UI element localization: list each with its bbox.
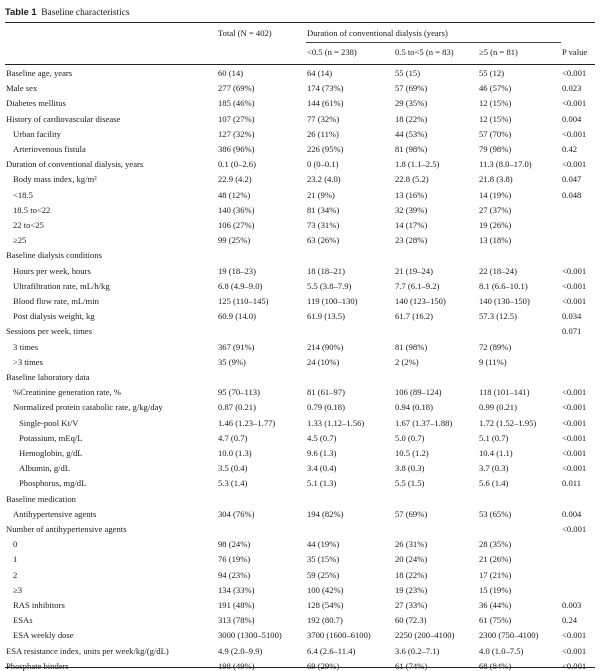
cell-mid: 81 (98%) <box>395 341 428 352</box>
cell-lt05: 35 (15%) <box>307 554 340 565</box>
cell-ge5: 27 (37%) <box>479 204 512 215</box>
cell-lt05: 6.4 (2.6–11.4) <box>307 645 356 656</box>
cell-lt05: 9.6 (1.3) <box>307 448 337 458</box>
row-label: ESA resistance index, units per week/kg/(g/dL) <box>6 645 169 656</box>
cell-mid: 29 (35%) <box>395 98 428 109</box>
row-label: 1 <box>13 554 18 565</box>
row-label: 22 to<25 <box>13 220 44 230</box>
cell-ge5: 3.7 (0.3) <box>479 463 509 474</box>
cell-mid: 20 (24%) <box>395 554 428 565</box>
cell-total: 0.1 (0–2.6) <box>218 159 256 170</box>
cell-mid: 1.67 (1.37–1.88) <box>395 417 453 428</box>
cell-ge5: 53 (65%) <box>479 508 512 519</box>
cell-pvalue: 0.003 <box>562 600 582 610</box>
cell-total: 106 (27%) <box>218 220 255 230</box>
cell-ge5: 57.3 (12.5) <box>479 311 517 322</box>
cell-pvalue: <0.001 <box>562 630 587 641</box>
cell-pvalue: <0.001 <box>562 280 587 291</box>
cell-pvalue: <0.001 <box>562 660 587 671</box>
row-label: ESAs <box>13 615 33 626</box>
cell-total: 313 (78%) <box>218 615 255 626</box>
cell-total: 22.9 (4.2) <box>218 174 252 185</box>
cell-mid: 7.7 (6.1–9.2) <box>395 280 440 291</box>
cell-lt05: 3700 (1600–6100) <box>307 630 371 641</box>
cell-ge5: 19 (26%) <box>479 220 512 230</box>
cell-mid: 106 (89–124) <box>395 387 442 398</box>
cell-total: 10.0 (1.3) <box>218 448 252 458</box>
cell-lt05: 100 (42%) <box>307 584 344 595</box>
cell-mid: 57 (69%) <box>395 83 428 94</box>
cell-lt05: 128 (54%) <box>307 600 344 610</box>
cell-ge5: 55 (12) <box>479 68 505 78</box>
cell-mid: 44 (53%) <box>395 128 428 139</box>
cell-lt05: 21 (9%) <box>307 189 335 200</box>
header-duration-group: Duration of conventional dialysis (years) <box>307 28 448 38</box>
table-title: Baseline characteristics <box>41 8 130 18</box>
cell-ge5: 10.4 (1.1) <box>479 448 513 458</box>
row-label: Potassium, mEq/L <box>19 432 83 443</box>
row-label: Sessions per week, times <box>6 326 92 337</box>
row-label: Hemoglobin, g/dL <box>19 448 83 458</box>
row-label: Body mass index, kg/m² <box>13 174 97 185</box>
cell-mid: 55 (15) <box>395 68 421 78</box>
cell-lt05: 73 (31%) <box>307 220 340 230</box>
header-ge5: ≥5 (n = 81) <box>479 47 518 57</box>
cell-lt05: 69 (29%) <box>307 660 340 671</box>
header-lt05: <0.5 (n = 238) <box>307 47 357 57</box>
cell-ge5: 46 (57%) <box>479 83 512 94</box>
bottom-rule <box>5 667 595 668</box>
cell-ge5: 12 (15%) <box>479 98 512 109</box>
cell-mid: 18 (22%) <box>395 569 428 580</box>
cell-mid: 26 (31%) <box>395 539 428 550</box>
cell-ge5: 15 (19%) <box>479 584 512 595</box>
cell-mid: 13 (16%) <box>395 189 428 200</box>
row-label: Male sex <box>6 83 38 94</box>
cell-total: 0.87 (0.21) <box>218 402 256 413</box>
cell-mid: 2 (2%) <box>395 356 419 367</box>
cell-mid: 23 (28%) <box>395 235 428 246</box>
table-caption <box>5 6 130 18</box>
row-label: 3 times <box>13 341 39 352</box>
row-label: >3 times <box>13 356 43 367</box>
cell-mid: 3.8 (0.3) <box>395 463 425 474</box>
cell-lt05: 144 (61%) <box>307 98 344 109</box>
row-label: Blood flow rate, mL/min <box>13 296 99 306</box>
cell-total: 60.9 (14.0) <box>218 311 256 322</box>
row-label: Baseline dialysis conditions <box>6 250 102 261</box>
cell-ge5: 11.3 (8.0–17.0) <box>479 159 532 170</box>
cell-total: 185 (46%) <box>218 98 255 109</box>
cell-lt05: 77 (32%) <box>307 113 340 124</box>
cell-pvalue: <0.001 <box>562 524 587 534</box>
cell-pvalue: 0.023 <box>562 83 582 94</box>
row-label: Phosphate binders <box>6 660 69 671</box>
cell-ge5: 21.8 (3.8) <box>479 174 513 185</box>
cell-pvalue: <0.001 <box>562 645 587 656</box>
cell-pvalue: <0.001 <box>562 432 587 443</box>
cell-total: 134 (33%) <box>218 584 255 595</box>
cell-ge5: 1.72 (1.52–1.95) <box>479 417 537 428</box>
header-pvalue: P value <box>562 47 588 57</box>
cell-lt05: 61.9 (13.5) <box>307 311 345 322</box>
cell-ge5: 79 (98%) <box>479 144 512 154</box>
row-label: Arteriovenous fistula <box>13 144 86 154</box>
cell-pvalue: <0.001 <box>562 68 587 78</box>
cell-ge5: 4.0 (1.0–7.5) <box>479 645 524 656</box>
cell-lt05: 5.1 (1.3) <box>307 478 337 489</box>
cell-lt05: 81 (61–97) <box>307 387 345 398</box>
cell-mid: 5.5 (1.5) <box>395 478 425 489</box>
cell-ge5: 12 (15%) <box>479 113 512 124</box>
cell-total: 125 (110–145) <box>218 296 269 306</box>
row-label: Number of antihypertensive agents <box>6 524 127 534</box>
row-label: Urban facility <box>13 128 61 139</box>
cell-total: 48 (12%) <box>218 189 251 200</box>
cell-ge5: 13 (18%) <box>479 235 512 246</box>
cell-total: 3000 (1300–5100) <box>218 630 282 641</box>
row-label: ESA weekly dose <box>13 630 74 641</box>
cell-mid: 61.7 (16.2) <box>395 311 433 322</box>
table-label: Table 1 <box>5 6 37 17</box>
row-label: Albumin, g/dL <box>19 463 71 474</box>
cell-ge5: 22 (18–24) <box>479 265 517 276</box>
cell-mid: 14 (17%) <box>395 220 428 230</box>
cell-total: 3.5 (0.4) <box>218 463 248 474</box>
row-label: History of cardiovascular disease <box>6 113 121 124</box>
cell-ge5: 5.6 (1.4) <box>479 478 509 489</box>
cell-lt05: 64 (14) <box>307 68 333 78</box>
cell-total: 191 (48%) <box>218 600 255 610</box>
cell-lt05: 4.5 (0.7) <box>307 432 337 443</box>
cell-mid: 19 (23%) <box>395 584 428 595</box>
cell-ge5: 36 (44%) <box>479 600 512 610</box>
row-label: Baseline age, years <box>6 68 73 78</box>
header-bottom-rule <box>5 64 595 65</box>
cell-lt05: 26 (11%) <box>307 128 339 139</box>
row-label: Post dialysis weight, kg <box>13 311 95 322</box>
cell-mid: 140 (123–150) <box>395 296 446 306</box>
cell-mid: 10.5 (1.2) <box>395 448 429 458</box>
cell-ge5: 140 (130–150) <box>479 296 530 306</box>
row-label: ≥25 <box>13 235 27 246</box>
cell-total: 35 (9%) <box>218 356 246 367</box>
cell-lt05: 214 (90%) <box>307 341 344 352</box>
cell-pvalue: <0.001 <box>562 128 587 139</box>
cell-ge5: 5.1 (0.7) <box>479 432 509 443</box>
header-subrule <box>306 42 561 43</box>
cell-mid: 18 (22%) <box>395 113 428 124</box>
cell-ge5: 8.1 (6.6–10.1) <box>479 280 528 291</box>
cell-total: 19 (18–23) <box>218 265 256 276</box>
cell-pvalue: <0.001 <box>562 98 587 109</box>
cell-mid: 57 (69%) <box>395 508 428 519</box>
cell-lt05: 192 (80.7) <box>307 615 343 626</box>
cell-ge5: 21 (26%) <box>479 554 512 565</box>
cell-total: 198 (49%) <box>218 660 255 671</box>
row-label: 2 <box>13 569 18 580</box>
cell-total: 6.8 (4.9–9.0) <box>218 280 263 291</box>
row-label: Single-pool Kt/V <box>19 417 79 428</box>
cell-ge5: 9 (11%) <box>479 356 507 367</box>
cell-lt05: 63 (26%) <box>307 235 340 246</box>
cell-pvalue: <0.001 <box>562 463 587 474</box>
cell-mid: 21 (19–24) <box>395 265 433 276</box>
cell-mid: 1.8 (1.1–2.5) <box>395 159 440 170</box>
cell-pvalue: 0.24 <box>562 615 578 626</box>
cell-pvalue: 0.42 <box>562 144 578 154</box>
cell-mid: 0.94 (0.18) <box>395 402 433 413</box>
top-rule <box>5 22 595 23</box>
cell-total: 107 (27%) <box>218 113 255 124</box>
row-label: %Creatinine generation rate, % <box>13 387 121 398</box>
row-label: 0 <box>13 539 18 550</box>
row-label: 18.5 to<22 <box>13 204 51 215</box>
cell-pvalue: <0.001 <box>562 402 587 413</box>
cell-mid: 5.0 (0.7) <box>395 432 425 443</box>
cell-lt05: 226 (95%) <box>307 144 344 154</box>
cell-lt05: 0.79 (0.18) <box>307 402 345 413</box>
cell-total: 277 (69%) <box>218 83 255 94</box>
cell-pvalue: 0.071 <box>562 326 582 337</box>
cell-total: 304 (76%) <box>218 508 255 519</box>
header-mid: 0.5 to<5 (n = 83) <box>395 47 454 57</box>
cell-pvalue: 0.004 <box>562 508 582 519</box>
cell-total: 5.3 (1.4) <box>218 478 248 489</box>
cell-ge5: 57 (70%) <box>479 128 512 139</box>
cell-total: 99 (25%) <box>218 235 251 246</box>
cell-total: 1.46 (1.23–1.77) <box>218 417 276 428</box>
cell-lt05: 59 (25%) <box>307 569 340 580</box>
cell-lt05: 18 (18–21) <box>307 265 345 276</box>
cell-pvalue: 0.048 <box>562 189 582 200</box>
cell-mid: 60 (72.3) <box>395 615 427 626</box>
row-label: RAS inhibitors <box>13 600 65 610</box>
cell-ge5: 72 (89%) <box>479 341 512 352</box>
cell-total: 4.9 (2.0–9.9) <box>218 645 263 656</box>
cell-mid: 81 (98%) <box>395 144 428 154</box>
cell-lt05: 1.33 (1.12–1.56) <box>307 417 365 428</box>
cell-pvalue: 0.047 <box>562 174 582 185</box>
row-label: Diabetes mellitus <box>6 98 66 109</box>
cell-pvalue: 0.004 <box>562 113 582 124</box>
cell-ge5: 28 (35%) <box>479 539 512 550</box>
row-label: Normalized protein catabolic rate, g/kg/day <box>13 402 163 413</box>
row-label: Hours per week, hours <box>13 265 91 276</box>
cell-lt05: 0 (0–0.1) <box>307 159 339 170</box>
row-label: Duration of conventional dialysis, years <box>6 159 144 170</box>
cell-ge5: 68 (84%) <box>479 660 512 671</box>
cell-mid: 61 (74%) <box>395 660 428 671</box>
cell-total: 367 (91%) <box>218 341 255 352</box>
row-label: Antihypertensive agents <box>13 508 97 519</box>
cell-ge5: 17 (21%) <box>479 569 512 580</box>
cell-pvalue: <0.001 <box>562 265 587 276</box>
cell-lt05: 174 (73%) <box>307 83 344 94</box>
cell-lt05: 44 (19%) <box>307 539 340 550</box>
cell-pvalue: <0.001 <box>562 448 587 458</box>
cell-total: 94 (23%) <box>218 569 251 580</box>
cell-pvalue: 0.034 <box>562 311 582 322</box>
cell-pvalue: <0.001 <box>562 159 587 170</box>
cell-total: 98 (24%) <box>218 539 251 550</box>
cell-total: 4.7 (0.7) <box>218 432 248 443</box>
cell-mid: 22.8 (5.2) <box>395 174 429 185</box>
cell-total: 76 (19%) <box>218 554 251 565</box>
header-total: Total (N = 402) <box>218 28 272 38</box>
cell-total: 60 (14) <box>218 68 244 78</box>
cell-total: 140 (36%) <box>218 204 255 215</box>
cell-lt05: 24 (10%) <box>307 356 340 367</box>
cell-pvalue: <0.001 <box>562 387 587 398</box>
cell-lt05: 23.2 (4.0) <box>307 174 341 185</box>
cell-mid: 27 (33%) <box>395 600 428 610</box>
cell-mid: 32 (39%) <box>395 204 428 215</box>
row-label: ≥3 <box>13 584 23 595</box>
cell-pvalue: <0.001 <box>562 417 587 428</box>
cell-mid: 2250 (200–4100) <box>395 630 455 641</box>
row-label: Ultrafiltration rate, mL/h/kg <box>13 280 110 291</box>
cell-mid: 3.6 (0.2–7.1) <box>395 645 440 656</box>
cell-total: 95 (70–113) <box>218 387 260 398</box>
cell-ge5: 118 (101–141) <box>479 387 530 398</box>
cell-ge5: 0.99 (0.21) <box>479 402 517 413</box>
cell-pvalue: 0.011 <box>562 478 582 489</box>
cell-ge5: 14 (19%) <box>479 189 512 200</box>
row-label: Phosphorus, mg/dL <box>19 478 87 489</box>
row-label: <18.5 <box>13 189 33 200</box>
row-label: Baseline laboratory data <box>6 372 90 382</box>
cell-total: 386 (96%) <box>218 144 255 154</box>
cell-lt05: 5.5 (3.8–7.9) <box>307 280 352 291</box>
cell-lt05: 119 (100–130) <box>307 296 358 306</box>
cell-total: 127 (32%) <box>218 128 255 139</box>
cell-pvalue: <0.001 <box>562 296 587 306</box>
cell-ge5: 61 (75%) <box>479 615 512 626</box>
cell-lt05: 194 (82%) <box>307 508 344 519</box>
row-label: Baseline medication <box>6 493 76 504</box>
cell-lt05: 3.4 (0.4) <box>307 463 337 474</box>
cell-lt05: 81 (34%) <box>307 204 340 215</box>
cell-ge5: 2300 (750–4100) <box>479 630 539 641</box>
